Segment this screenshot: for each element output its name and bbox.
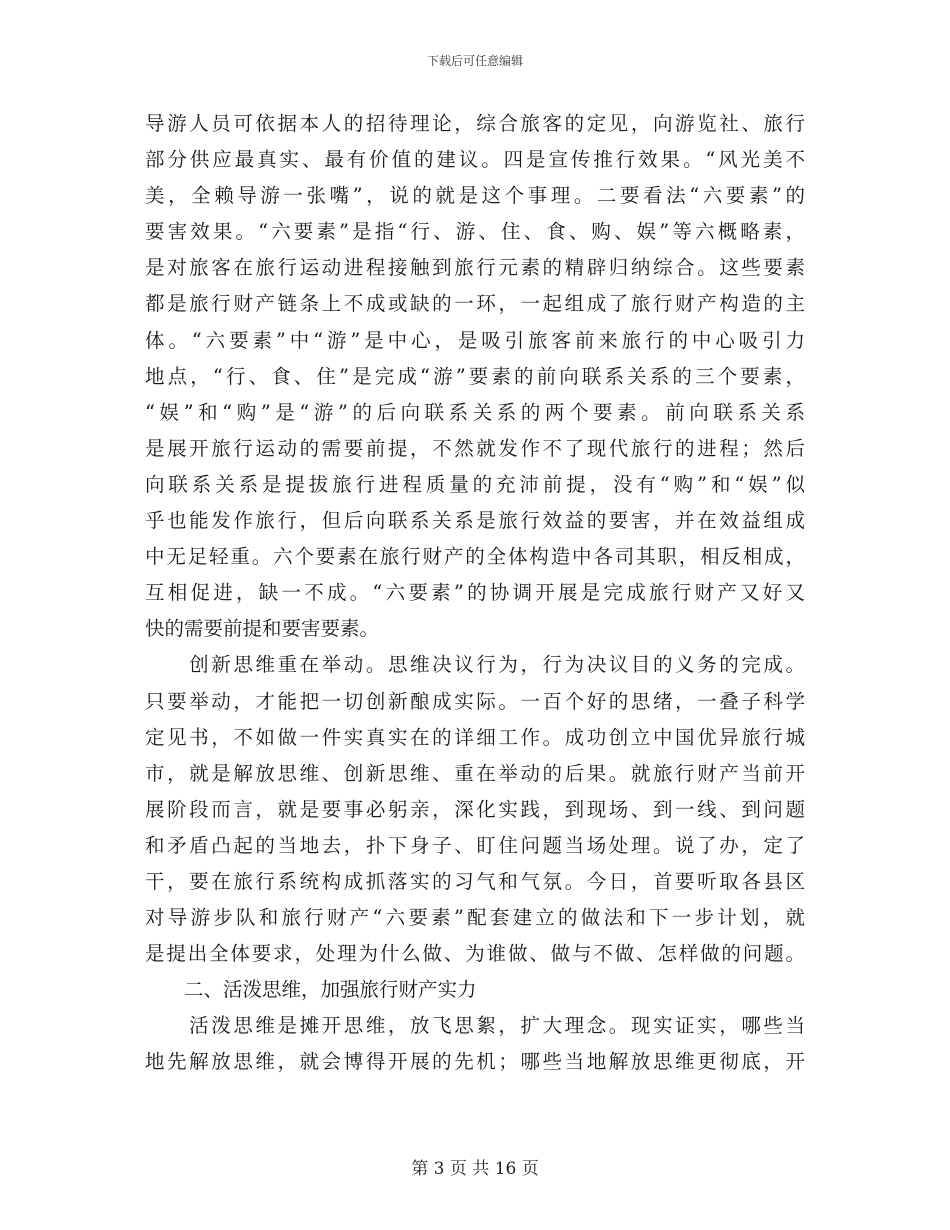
text-line: 体。“六要素”中“游”是中心，是吸引旅客前来旅行的中心吸引力 — [145, 328, 805, 352]
text-line: 创新思维重在举动。思维决议行为，行为决议目的义务的完成。 — [145, 653, 805, 677]
section-heading: 二、活泼思维，加强旅行财产实力 — [145, 978, 477, 1002]
text-line: 地点，“行、食、住”是完成“游”要素的前向联系关系的三个要素， — [145, 364, 805, 388]
text-line: 市，就是解放思维、创新思维、重在举动的后果。就旅行财产当前开 — [145, 761, 805, 785]
text-line: 对导游步队和旅行财产“六要素”配套建立的做法和下一步计划，就 — [145, 906, 805, 930]
text-line: 展阶段而言，就是要事必躬亲，深化实践，到现场、到一线、到问题 — [145, 797, 805, 821]
text-line: 向联系关系是提拔旅行进程质量的充沛前提，没有“购”和“娱”似 — [145, 472, 805, 496]
text-line: 活泼思维是摊开思维，放飞思絮，扩大理念。现实证实，哪些当 — [145, 1014, 805, 1038]
text-line: “娱”和“购”是“游”的后向联系关系的两个要素。前向联系关系 — [145, 400, 805, 424]
page-header: 下载后可任意编辑 — [426, 54, 523, 68]
text-line: 快的需要前提和要害要素。 — [145, 617, 380, 641]
text-line: 要害效果。“六要素”是指“行、游、住、食、购、娱”等六概略素， — [145, 220, 805, 244]
text-line: 干，要在旅行系统构成抓落实的习气和气氛。今日，首要听取各县区 — [145, 869, 805, 893]
page-number: 第 3 页 共 16 页 — [411, 1159, 539, 1179]
text-line: 是展开旅行运动的需要前提，不然就发作不了现代旅行的进程；然后 — [145, 436, 805, 460]
text-line: 和矛盾凸起的当地去，扑下身子、盯住问题当场处理。说了办，定了 — [145, 833, 805, 857]
text-line: 都是旅行财产链条上不成或缺的一环，一起组成了旅行财产构造的主 — [145, 292, 805, 316]
text-line: 是提出全体要求，处理为什么做、为谁做、做与不做、怎样做的问题。 — [145, 942, 805, 966]
text-line: 导游人员可依据本人的招待理论，综合旅客的定见，向游览社、旅行 — [145, 112, 805, 135]
text-line: 定见书，不如做一件实真实在的详细工作。成功创立中国优异旅行城 — [145, 725, 805, 749]
text-line: 地先解放思维，就会博得开展的先机；哪些当地解放思维更彻底，开 — [145, 1050, 805, 1074]
text-line: 乎也能发作旅行，但后向联系关系是旅行效益的要害，并在效益组成 — [145, 509, 805, 533]
text-line: 只要举动，才能把一切创新酿成实际。一百个好的思绪，一叠子科学 — [145, 689, 805, 713]
text-line: 美，全赖导游一张嘴”，说的就是这个事理。二要看法“六要素”的 — [145, 184, 805, 208]
text-line: 部分供应最真实、最有价值的建议。四是宣传推行效果。“风光美不 — [145, 148, 805, 172]
text-line: 中无足轻重。六个要素在旅行财产的全体构造中各司其职，相反相成， — [145, 545, 805, 569]
document-body — [145, 106, 805, 1081]
text-line: 是对旅客在旅行运动进程接触到旅行元素的精辟归纳综合。这些要素 — [145, 256, 805, 280]
text-line: 互相促进，缺一不成。“六要素”的协调开展是完成旅行财产又好又 — [145, 581, 805, 605]
